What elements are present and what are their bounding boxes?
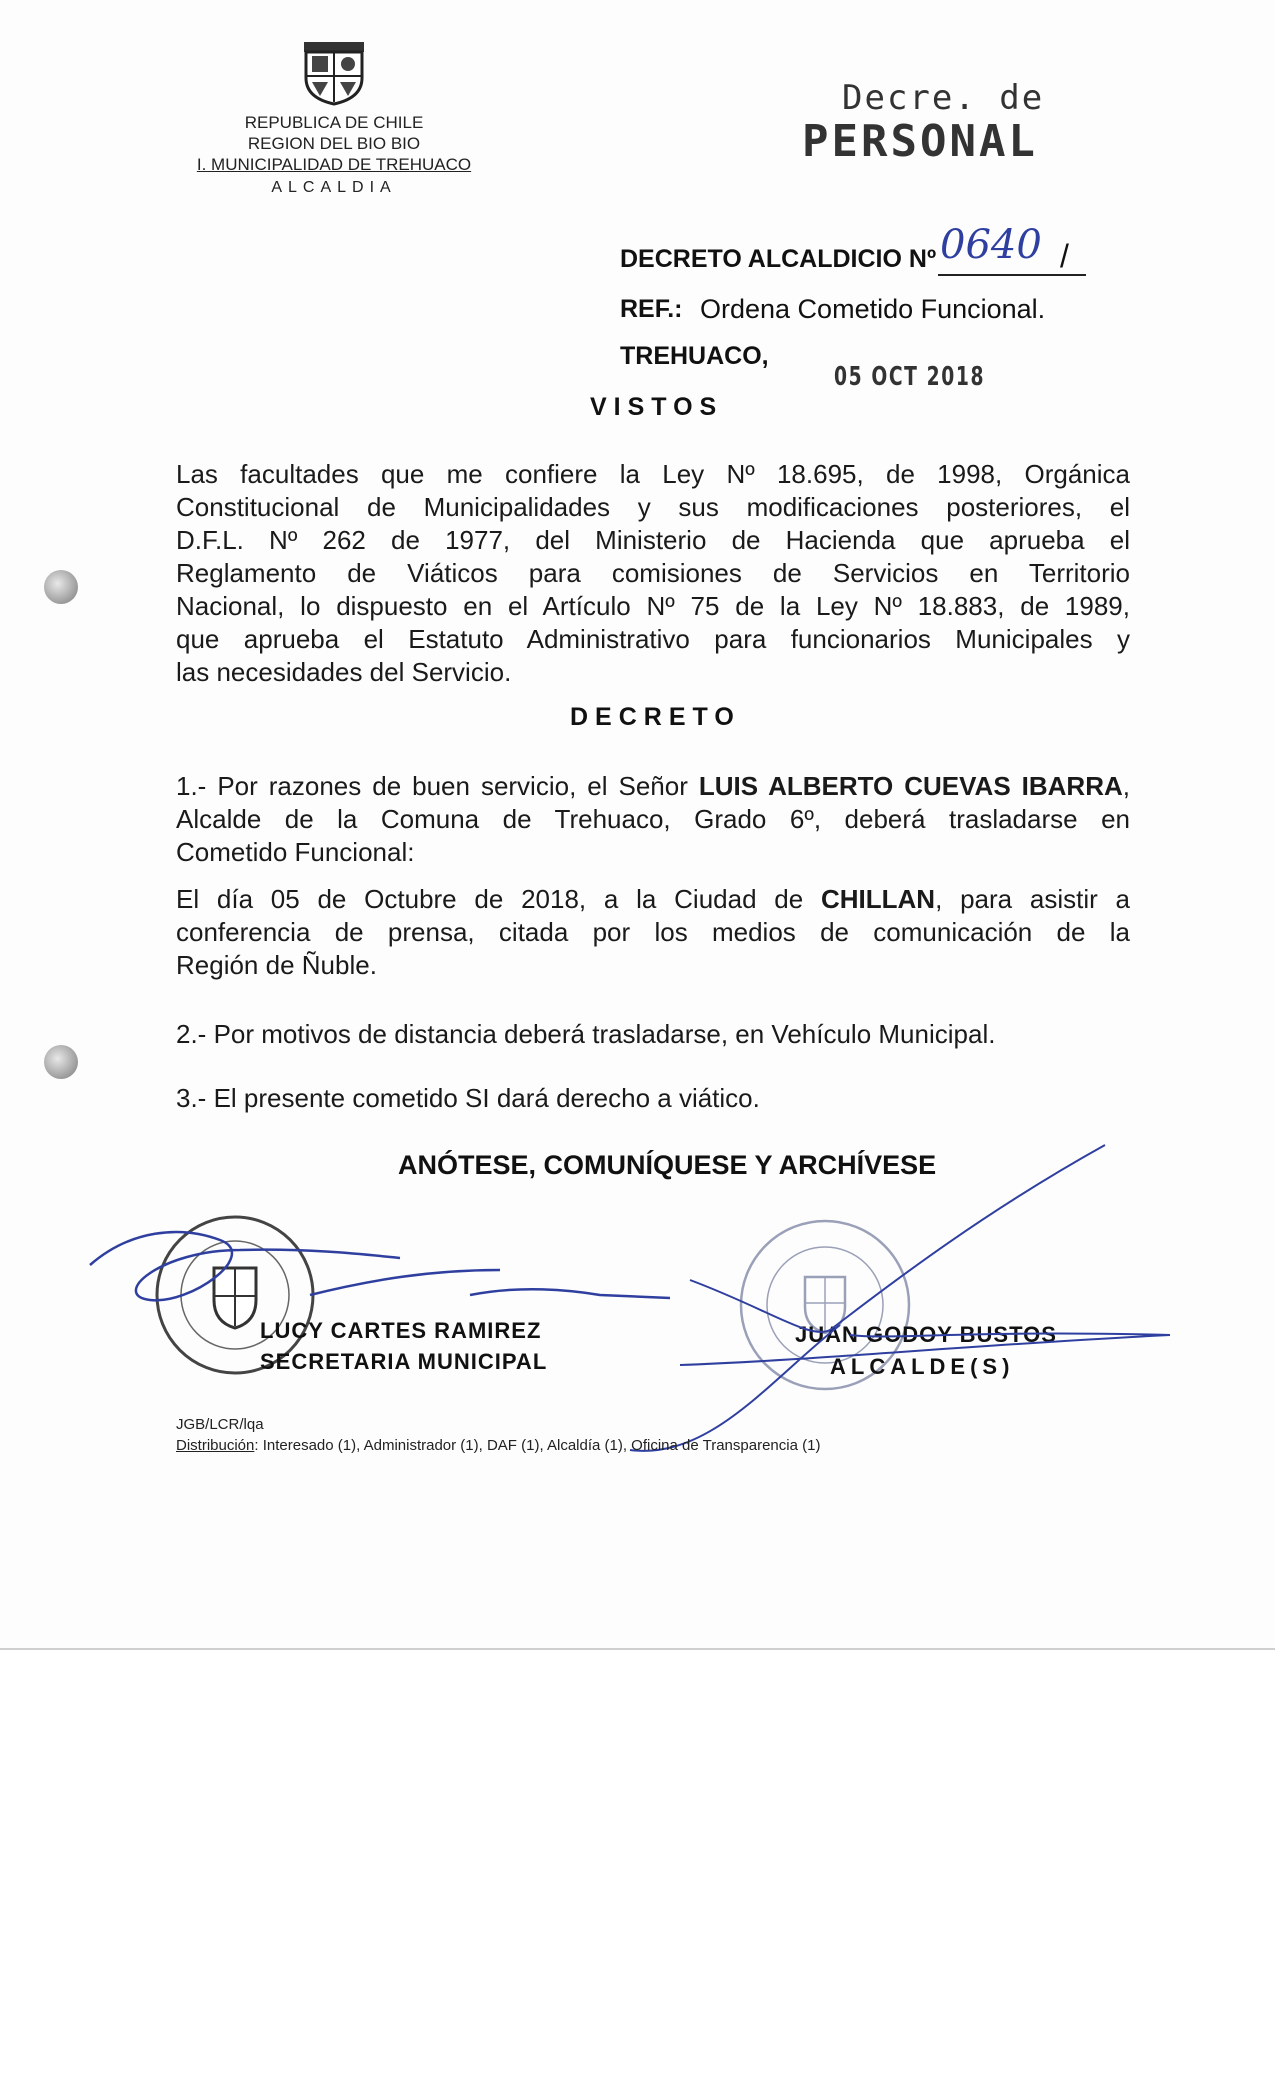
vistos-line: que aprueba el Estatuto Administrativo para funcionarios Municipales y: [176, 624, 1130, 654]
p3-line: 2.- Por motivos de distancia deberá trasladarse, en Vehículo Municipal.: [176, 1019, 996, 1049]
vistos-line: Las facultades que me confiere la Ley Nº 18.695, de 1998, Orgánica: [176, 459, 1130, 489]
punch-hole-bottom: [44, 1045, 78, 1079]
decreto-paragraph-1: 1.- Por razones de buen servicio, el Señor LUIS ALBERTO CUEVAS IBARRA, Alcalde de la Comuna de Trehuaco, Grado 6º, deberá trasladarse en Cometido Funcional:: [176, 771, 1130, 867]
vistos-paragraph: [176, 458, 1130, 689]
decreto-paragraph-3: [176, 1018, 1130, 1051]
date-stamp: 05 OCT 2018: [834, 362, 986, 392]
p2-line-3: Región de Ñuble.: [176, 950, 377, 980]
ref-text: Ordena Cometido Funcional.: [700, 294, 1046, 324]
footer-initials: JGB/LCR/lqa: [176, 1416, 264, 1433]
p2-text-post: , para asistir a: [935, 884, 1130, 914]
decreto-paragraph-4: [176, 1082, 1130, 1115]
ref-label: REF.:: [620, 295, 683, 323]
decreto-paragraph-2: [176, 883, 1130, 982]
stamp-line-2: PERSONAL: [802, 116, 1038, 167]
vistos-title: VISTOS: [590, 393, 724, 421]
decree-number-handwritten: 0640: [940, 222, 1042, 268]
header-line-2: REGION DEL BIO BIO: [247, 134, 421, 153]
p1-line-2: Alcalde de la Comuna de Trehuaco, Grado 6º, deberá trasladarse en: [176, 804, 1130, 834]
vistos-line: D.F.L. Nº 262 de 1977, del Ministerio de Hacienda que aprueba el: [176, 525, 1130, 555]
header-line-1: REPUBLICA DE CHILE: [244, 113, 424, 132]
right-signatory-title: ALCALDE(S): [830, 1354, 1015, 1379]
vistos-line: las necesidades del Servicio.: [176, 657, 512, 687]
coat-of-arms-icon: [298, 36, 370, 106]
punch-hole-top: [44, 570, 78, 604]
right-signatory-name: JUAN GODOY BUSTOS: [795, 1322, 1057, 1347]
decreto-title: DECRETO: [570, 703, 741, 731]
decree-number-suffix: /: [1060, 238, 1069, 274]
p4-line: 3.- El presente cometido SI dará derecho a viático.: [176, 1083, 760, 1113]
p2-text: El día 05 de Octubre de 2018, a la Ciudad de: [176, 884, 821, 914]
p1-text: 1.- Por razones de buen servicio, el Señor: [176, 771, 699, 801]
p1-name: LUIS ALBERTO CUEVAS IBARRA: [698, 771, 1123, 801]
vistos-line: Constitucional de Municipalidades y sus modificaciones posteriores, el: [176, 492, 1130, 522]
left-signatory-name: LUCY CARTES RAMIREZ: [260, 1318, 542, 1343]
header-line-4: ALCALDIA: [271, 179, 397, 196]
header-line-3: I. MUNICIPALIDAD DE TREHUACO: [196, 155, 472, 174]
decree-place: TREHUACO,: [620, 342, 769, 370]
p2-city: CHILLAN: [820, 884, 936, 914]
p2-line-2: conferencia de prensa, citada por los medios de comunicación de la: [176, 917, 1130, 947]
handwritten-signatures: [70, 1130, 1190, 1460]
p1-line-3: Cometido Funcional:: [176, 837, 415, 867]
distribution-label: Distribución: [176, 1437, 255, 1454]
vistos-line: Reglamento de Viáticos para comisiones de Servicios en Territorio: [176, 558, 1130, 588]
closing-formula: ANÓTESE, COMUNÍQUESE Y ARCHÍVESE: [398, 1150, 937, 1180]
footer-distribution: [176, 1437, 820, 1454]
distribution-text: : Interesado (1), Administrador (1), DAF (1), Alcaldía (1), Oficina de Transparencia (1): [254, 1437, 821, 1454]
left-signatory-title: SECRETARIA MUNICIPAL: [260, 1349, 548, 1374]
vistos-line: Nacional, lo dispuesto en el Artículo Nº 75 de la Ley Nº 18.883, de 1989,: [176, 591, 1130, 621]
stamp-line-1: Decre. de: [842, 78, 1045, 118]
decree-number-label: DECRETO ALCALDICIO Nº: [620, 245, 937, 273]
